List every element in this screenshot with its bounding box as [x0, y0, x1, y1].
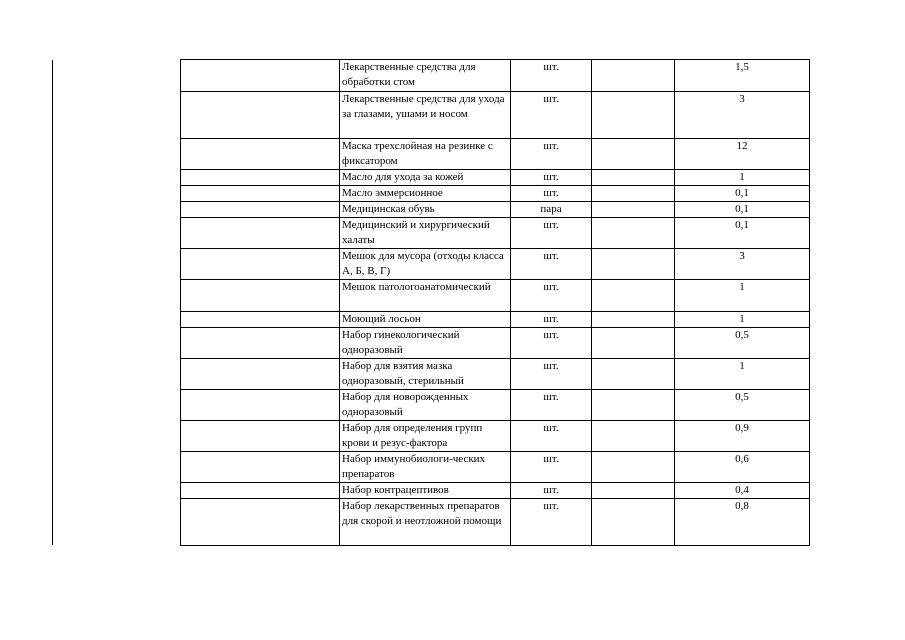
- row-number-cell: [181, 452, 340, 483]
- item-name-cell: Набор для определения групп крови и резус-фактора: [340, 421, 511, 452]
- item-name-cell: Масло для ухода за кожей: [340, 170, 511, 186]
- value-cell: [592, 312, 675, 328]
- item-name-cell: Набор контрацептивов: [340, 483, 511, 499]
- unit-cell: шт.: [511, 60, 592, 92]
- row-number-cell: [181, 359, 340, 390]
- unit-cell: шт.: [511, 170, 592, 186]
- table-row: [181, 312, 810, 328]
- item-name-cell: Мешок патологоанатомический: [340, 280, 511, 312]
- unit-cell: шт.: [511, 280, 592, 312]
- value-cell: [592, 421, 675, 452]
- item-name-cell: Набор иммунобиологи-ческих препаратов: [340, 452, 511, 483]
- quantity-cell: 3: [675, 249, 810, 280]
- value-cell: [592, 390, 675, 421]
- value-cell: [592, 328, 675, 359]
- table-row: [181, 280, 810, 312]
- table-row: [181, 186, 810, 202]
- value-cell: [592, 249, 675, 280]
- table-row: [181, 170, 810, 186]
- page-margin-line: [52, 60, 53, 545]
- item-name-cell: Масло эммерсионное: [340, 186, 511, 202]
- unit-cell: шт.: [511, 499, 592, 546]
- row-number-cell: [181, 483, 340, 499]
- item-name-cell: Маска трехслойная на резинке с фиксатором: [340, 139, 511, 170]
- unit-cell: шт.: [511, 452, 592, 483]
- item-name-cell: Набор гинекологический одноразовый: [340, 328, 511, 359]
- table-row: [181, 218, 810, 249]
- value-cell: [592, 202, 675, 218]
- row-number-cell: [181, 139, 340, 170]
- row-number-cell: [181, 280, 340, 312]
- table-row: [181, 390, 810, 421]
- row-number-cell: [181, 421, 340, 452]
- row-number-cell: [181, 312, 340, 328]
- unit-cell: шт.: [511, 328, 592, 359]
- quantity-cell: 1: [675, 359, 810, 390]
- row-number-cell: [181, 390, 340, 421]
- table-row: [181, 328, 810, 359]
- unit-cell: шт.: [511, 421, 592, 452]
- supplies-table: [180, 59, 810, 546]
- quantity-cell: 0,5: [675, 390, 810, 421]
- quantity-cell: 0,9: [675, 421, 810, 452]
- row-number-cell: [181, 202, 340, 218]
- value-cell: [592, 280, 675, 312]
- value-cell: [592, 483, 675, 499]
- unit-cell: шт.: [511, 92, 592, 139]
- table-row: [181, 60, 810, 92]
- table-row: [181, 499, 810, 546]
- unit-cell: шт.: [511, 186, 592, 202]
- row-number-cell: [181, 499, 340, 546]
- table-row: [181, 92, 810, 139]
- item-name-cell: Мешок для мусора (отходы класса А, Б, В, Г): [340, 249, 511, 280]
- item-name-cell: Моющий лосьон: [340, 312, 511, 328]
- value-cell: [592, 170, 675, 186]
- item-name-cell: Набор для взятия мазка одноразовый, стерильный: [340, 359, 511, 390]
- quantity-cell: 1: [675, 170, 810, 186]
- row-number-cell: [181, 249, 340, 280]
- value-cell: [592, 60, 675, 92]
- item-name-cell: Медицинская обувь: [340, 202, 511, 218]
- quantity-cell: 0,1: [675, 202, 810, 218]
- table-row: [181, 202, 810, 218]
- quantity-cell: 0,5: [675, 328, 810, 359]
- item-name-cell: Набор для новорожденных одноразовый: [340, 390, 511, 421]
- quantity-cell: 12: [675, 139, 810, 170]
- value-cell: [592, 139, 675, 170]
- unit-cell: пара: [511, 202, 592, 218]
- table-row: [181, 452, 810, 483]
- table-row: [181, 483, 810, 499]
- value-cell: [592, 452, 675, 483]
- unit-cell: шт.: [511, 359, 592, 390]
- value-cell: [592, 218, 675, 249]
- item-name-cell: Набор лекарственных препаратов для скорой и неотложной помощи: [340, 499, 511, 546]
- value-cell: [592, 359, 675, 390]
- unit-cell: шт.: [511, 139, 592, 170]
- row-number-cell: [181, 170, 340, 186]
- item-name-cell: Лекарственные средства для обработки стом: [340, 60, 511, 92]
- quantity-cell: 0,6: [675, 452, 810, 483]
- item-name-cell: Лекарственные средства для ухода за глазами, ушами и носом: [340, 92, 511, 139]
- unit-cell: шт.: [511, 483, 592, 499]
- table-row: [181, 139, 810, 170]
- value-cell: [592, 186, 675, 202]
- table-row: [181, 421, 810, 452]
- row-number-cell: [181, 186, 340, 202]
- unit-cell: шт.: [511, 218, 592, 249]
- table-row: [181, 359, 810, 390]
- quantity-cell: 3: [675, 92, 810, 139]
- unit-cell: шт.: [511, 312, 592, 328]
- row-number-cell: [181, 60, 340, 92]
- unit-cell: шт.: [511, 390, 592, 421]
- row-number-cell: [181, 92, 340, 139]
- quantity-cell: 1: [675, 280, 810, 312]
- quantity-cell: 0,8: [675, 499, 810, 546]
- quantity-cell: 0,4: [675, 483, 810, 499]
- unit-cell: шт.: [511, 249, 592, 280]
- quantity-cell: 1: [675, 312, 810, 328]
- quantity-cell: 0,1: [675, 218, 810, 249]
- item-name-cell: Медицинский и хирургический халаты: [340, 218, 511, 249]
- quantity-cell: 1,5: [675, 60, 810, 92]
- value-cell: [592, 499, 675, 546]
- table-row: [181, 249, 810, 280]
- row-number-cell: [181, 328, 340, 359]
- row-number-cell: [181, 218, 340, 249]
- value-cell: [592, 92, 675, 139]
- quantity-cell: 0,1: [675, 186, 810, 202]
